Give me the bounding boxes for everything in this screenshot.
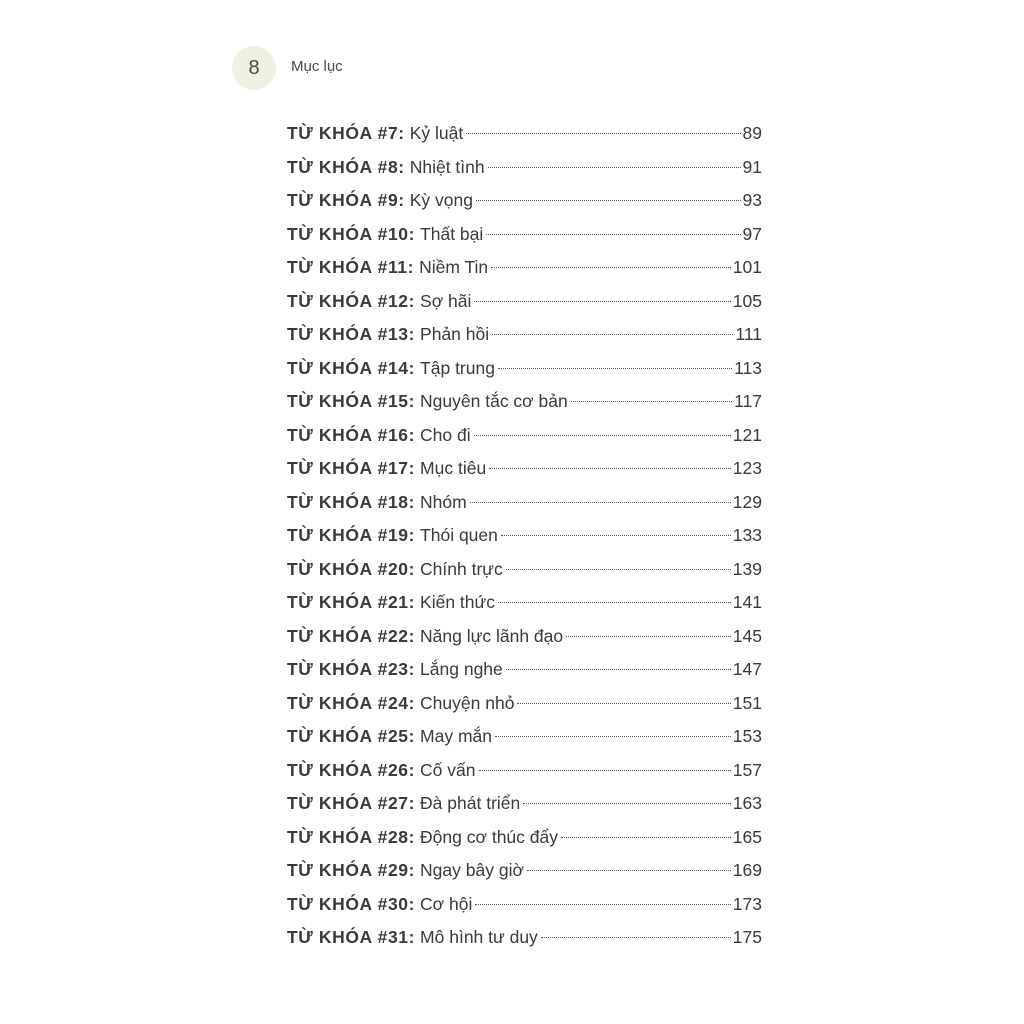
toc-entry[interactable] <box>287 687 762 721</box>
toc-entry[interactable] <box>287 720 762 754</box>
toc-title: Đà phát triển <box>420 793 521 813</box>
toc-title: May mắn <box>420 726 493 746</box>
toc-page-number: 141 <box>732 592 762 612</box>
toc-keyword-label: TỪ KHÓA #11: <box>287 257 415 277</box>
toc-keyword-label: TỪ KHÓA #10: <box>287 223 416 244</box>
toc-keyword-label: TỪ KHÓA #30: <box>287 893 416 914</box>
toc-title: Mô hình tư duy <box>420 927 538 947</box>
dot-leader <box>476 199 741 201</box>
toc-title: Tập trung <box>420 357 495 378</box>
toc-entry[interactable] <box>287 888 762 922</box>
dot-leader <box>495 735 731 737</box>
toc-keyword-label: TỪ KHÓA #15: <box>287 391 416 411</box>
toc-keyword-label: TỪ KHÓA #17: <box>287 458 416 478</box>
toc-title: Động cơ thúc đẩy <box>420 826 558 847</box>
toc-keyword-label: TỪ KHÓA #23: <box>287 659 416 679</box>
toc-keyword-label: TỪ KHÓA #20: <box>287 558 416 579</box>
toc-title: Lắng nghe <box>420 659 503 679</box>
toc-page-number: 165 <box>732 826 762 847</box>
dot-leader <box>486 233 740 235</box>
toc-page-number: 153 <box>732 726 762 746</box>
toc-keyword-label: TỪ KHÓA #13: <box>287 324 416 344</box>
toc-keyword-label: TỪ KHÓA #24: <box>287 692 416 713</box>
toc-page-number: 93 <box>742 190 762 210</box>
toc-entry[interactable] <box>287 519 762 553</box>
dot-leader <box>479 769 731 771</box>
toc-page-number: 105 <box>732 290 762 311</box>
toc-entry[interactable] <box>287 285 762 319</box>
toc-page-number: 101 <box>732 257 762 277</box>
dot-leader <box>489 467 731 469</box>
toc-title: Mục tiêu <box>420 458 487 478</box>
dot-leader <box>566 635 731 637</box>
toc-page-number: 145 <box>732 625 762 646</box>
toc-keyword-label: TỪ KHÓA #18: <box>287 491 416 512</box>
dot-leader <box>561 836 731 838</box>
toc-page-number: 113 <box>734 357 762 378</box>
dot-leader <box>571 400 732 402</box>
section-title: Mục lục <box>291 58 343 75</box>
toc-page-number: 89 <box>742 123 762 143</box>
toc-page-number: 163 <box>732 793 762 813</box>
toc-entry[interactable] <box>287 553 762 587</box>
dot-leader <box>501 534 731 536</box>
dot-leader <box>466 132 740 134</box>
toc-page-number: 173 <box>732 893 762 914</box>
toc-keyword-label: TỪ KHÓA #7: <box>287 123 405 143</box>
toc-title: Kiến thức <box>420 592 495 612</box>
toc-page-number: 169 <box>732 860 762 880</box>
dot-leader <box>474 300 730 302</box>
toc-entry[interactable] <box>287 117 762 151</box>
toc-title: Cơ hội <box>420 893 473 914</box>
toc-keyword-label: TỪ KHÓA #14: <box>287 357 416 378</box>
toc-entry[interactable] <box>287 184 762 218</box>
toc-page-number: 117 <box>734 391 762 411</box>
dot-leader <box>523 802 731 804</box>
dot-leader <box>491 266 731 268</box>
toc-title: Cho đi <box>420 424 471 445</box>
toc-entry[interactable] <box>287 385 762 419</box>
toc-page-number: 147 <box>732 659 762 679</box>
toc-keyword-label: TỪ KHÓA #29: <box>287 860 416 880</box>
toc-title: Sợ hãi <box>420 290 472 311</box>
dot-leader <box>541 936 731 938</box>
toc-keyword-label: TỪ KHÓA #25: <box>287 726 416 746</box>
toc-keyword-label: TỪ KHÓA #31: <box>287 927 416 947</box>
toc-page-number: 157 <box>732 759 762 780</box>
dot-leader <box>492 333 733 335</box>
toc-entry[interactable] <box>287 787 762 821</box>
toc-entry[interactable] <box>287 821 762 855</box>
toc-keyword-label: TỪ KHÓA #22: <box>287 625 416 646</box>
dot-leader <box>498 601 731 603</box>
toc-title: Năng lực lãnh đạo <box>420 625 564 646</box>
toc-title: Cố vấn <box>420 759 476 780</box>
dot-leader <box>506 568 731 570</box>
toc-entry[interactable] <box>287 452 762 486</box>
toc-page-number: 121 <box>732 424 762 445</box>
toc-entry[interactable] <box>287 419 762 453</box>
toc-page-number: 139 <box>732 558 762 579</box>
page-number: 8 <box>232 46 276 90</box>
toc-title: Chuyện nhỏ <box>420 692 515 713</box>
dot-leader <box>488 166 741 168</box>
toc-keyword-label: TỪ KHÓA #28: <box>287 826 416 847</box>
toc-keyword-label: TỪ KHÓA #8: <box>287 156 405 177</box>
toc-keyword-label: TỪ KHÓA #26: <box>287 759 416 780</box>
dot-leader <box>506 668 731 670</box>
toc-title: Thói quen <box>420 525 498 545</box>
toc-keyword-label: TỪ KHÓA #19: <box>287 525 416 545</box>
toc-title: Thất bại <box>420 223 484 244</box>
toc-entry[interactable] <box>287 921 762 955</box>
toc-title: Kỳ vọng <box>409 190 473 210</box>
toc-page-number: 151 <box>732 692 762 713</box>
toc-entry[interactable] <box>287 318 762 352</box>
toc-keyword-label: TỪ KHÓA #21: <box>287 592 416 612</box>
toc-page-number: 133 <box>732 525 762 545</box>
toc-page-number: 175 <box>732 927 762 947</box>
dot-leader <box>474 434 731 436</box>
toc-page-number: 129 <box>732 491 762 512</box>
toc-page-number: 123 <box>732 458 762 478</box>
toc-keyword-label: TỪ KHÓA #9: <box>287 190 405 210</box>
toc-entry[interactable] <box>287 486 762 520</box>
toc-entry[interactable] <box>287 854 762 888</box>
toc-title: Niềm Tin <box>419 257 489 277</box>
toc-keyword-label: TỪ KHÓA #27: <box>287 793 416 813</box>
toc-entry[interactable] <box>287 251 762 285</box>
dot-leader <box>498 367 732 369</box>
dot-leader <box>470 501 731 503</box>
toc-page-number: 111 <box>735 324 762 344</box>
toc-entry[interactable] <box>287 586 762 620</box>
toc-entry[interactable] <box>287 218 762 252</box>
toc-page-number: 91 <box>742 156 762 177</box>
toc-page-number: 97 <box>742 223 762 244</box>
toc-title: Phản hồi <box>420 324 490 344</box>
toc-title: Ngay bây giờ <box>420 860 524 880</box>
toc-entry[interactable] <box>287 620 762 654</box>
toc-keyword-label: TỪ KHÓA #12: <box>287 290 416 311</box>
table-of-contents <box>287 117 762 955</box>
toc-entry[interactable] <box>287 754 762 788</box>
dot-leader <box>517 702 730 704</box>
toc-title: Nhóm <box>420 491 467 512</box>
toc-entry[interactable] <box>287 352 762 386</box>
toc-title: Nguyên tắc cơ bản <box>420 391 568 411</box>
toc-keyword-label: TỪ KHÓA #16: <box>287 424 416 445</box>
toc-title: Kỷ luật <box>409 123 464 143</box>
dot-leader <box>475 903 730 905</box>
toc-entry[interactable] <box>287 653 762 687</box>
dot-leader <box>527 869 731 871</box>
toc-title: Chính trực <box>420 558 503 579</box>
toc-title: Nhiệt tình <box>409 156 485 177</box>
toc-entry[interactable] <box>287 151 762 185</box>
